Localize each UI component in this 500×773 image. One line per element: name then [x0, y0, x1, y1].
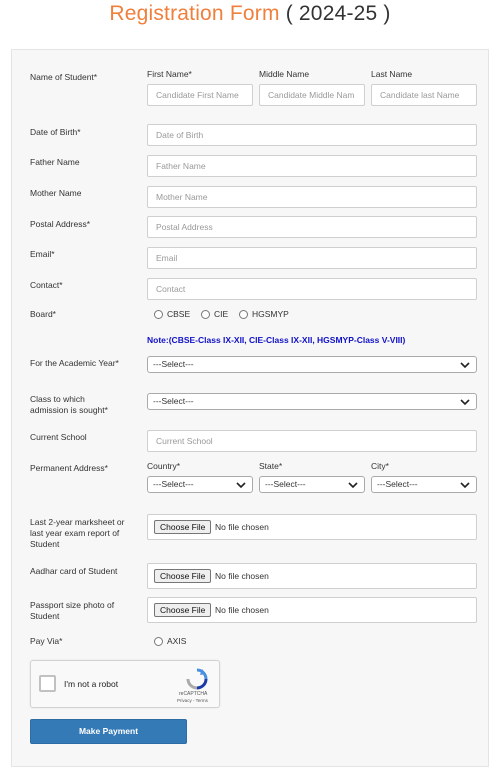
label-marksheet-line2: last year exam report of: [30, 528, 120, 538]
marksheet-file-input[interactable]: [147, 514, 477, 540]
radio-circle[interactable]: [201, 310, 210, 319]
dob-input[interactable]: Date of Birth: [147, 124, 477, 146]
chevron-down-icon: [459, 359, 471, 371]
label-email: Email*: [30, 249, 55, 259]
select-value: ---Select---: [265, 479, 306, 489]
label-first-name: First Name*: [147, 69, 192, 79]
select-value: ---Select---: [153, 396, 194, 406]
chevron-down-icon: [459, 396, 471, 408]
recaptcha-widget: [30, 660, 220, 708]
label-marksheet-line3: Student: [30, 539, 60, 549]
city-select[interactable]: [371, 476, 477, 493]
label-marksheet: [30, 517, 124, 550]
board-radio-hgsmyp[interactable]: [239, 309, 289, 319]
email-input[interactable]: Email: [147, 247, 477, 269]
label-state: State*: [259, 461, 283, 471]
label-name: Name of Student*: [30, 72, 98, 82]
current-school-input[interactable]: Current School: [147, 430, 477, 452]
label-photo: [30, 600, 114, 622]
recaptcha-logo-icon: [185, 667, 209, 691]
contact-input[interactable]: Contact: [147, 278, 477, 300]
last-name-input[interactable]: Candidate last Name: [371, 84, 477, 106]
father-name-input[interactable]: Father Name: [147, 155, 477, 177]
label-middle-name: Middle Name: [259, 69, 310, 79]
select-value: ---Select---: [153, 359, 194, 369]
label-photo-line2: Student: [30, 611, 60, 621]
academic-year-select[interactable]: [147, 356, 477, 373]
label-board: Board*: [30, 309, 56, 319]
file-status: No file chosen: [215, 571, 269, 581]
class-select[interactable]: [147, 393, 477, 410]
board-option-label: CBSE: [167, 309, 191, 319]
file-status: No file chosen: [215, 605, 269, 615]
aadhar-file-input[interactable]: [147, 563, 477, 589]
board-radio-cbse[interactable]: [154, 309, 190, 319]
board-option-label: CIE: [214, 309, 229, 319]
recaptcha-checkbox[interactable]: [39, 675, 56, 692]
photo-file-input[interactable]: [147, 597, 477, 623]
label-class-line1: Class to which: [30, 394, 85, 404]
recaptcha-links[interactable]: Privacy - Terms: [177, 698, 208, 703]
recaptcha-label: I'm not a robot: [64, 679, 119, 689]
page-title: [0, 2, 500, 26]
label-mother: Mother Name: [30, 188, 82, 198]
file-status: No file chosen: [215, 522, 269, 532]
label-school: Current School: [30, 432, 87, 442]
label-photo-line1: Passport size photo of: [30, 600, 115, 610]
label-aadhar: Aadhar card of Student: [30, 566, 118, 576]
first-name-input[interactable]: Candidate First Name: [147, 84, 253, 106]
label-class: [30, 394, 108, 416]
middle-name-input[interactable]: Candidate Middle Nam: [259, 84, 365, 106]
label-father: Father Name: [30, 157, 80, 167]
label-contact: Contact*: [30, 280, 63, 290]
title-main: Registration Form: [109, 2, 280, 25]
label-city: City*: [371, 461, 389, 471]
label-permanent-address: Permanent Address*: [30, 463, 108, 473]
label-marksheet-line1: Last 2-year marksheet or: [30, 517, 125, 527]
label-academic-year: For the Academic Year*: [30, 358, 119, 368]
pay-option-label: AXIS: [167, 636, 187, 646]
chevron-down-icon: [347, 479, 359, 491]
state-select[interactable]: [259, 476, 365, 493]
recaptcha-brand: reCAPTCHA: [179, 691, 208, 697]
title-year: ( 2024-25 ): [285, 2, 391, 25]
select-value: ---Select---: [377, 479, 418, 489]
choose-file-button[interactable]: Choose File: [154, 569, 211, 583]
label-pay-via: Pay Via*: [30, 636, 63, 646]
label-country: Country*: [147, 461, 181, 471]
chevron-down-icon: [459, 479, 471, 491]
radio-circle[interactable]: [154, 637, 163, 646]
select-value: ---Select---: [153, 479, 194, 489]
pay-radio-axis[interactable]: [154, 636, 186, 646]
board-option-label: HGSMYP: [252, 309, 289, 319]
country-select[interactable]: [147, 476, 253, 493]
label-postal: Postal Address*: [30, 219, 91, 229]
choose-file-button[interactable]: Choose File: [154, 603, 211, 617]
label-dob: Date of Birth*: [30, 127, 81, 137]
make-payment-button[interactable]: Make Payment: [30, 719, 187, 744]
choose-file-button[interactable]: Choose File: [154, 520, 211, 534]
board-note: Note:(CBSE-Class IX-XII, CIE-Class IX-XII, HGSMYP-Class V-VIII): [147, 335, 406, 345]
label-last-name: Last Name: [371, 69, 413, 79]
postal-address-input[interactable]: Postal Address: [147, 216, 477, 238]
chevron-down-icon: [235, 479, 247, 491]
radio-circle[interactable]: [239, 310, 248, 319]
label-class-line2: admission is sought*: [30, 405, 108, 415]
radio-circle[interactable]: [154, 310, 163, 319]
board-radio-cie[interactable]: [201, 309, 228, 319]
mother-name-input[interactable]: Mother Name: [147, 186, 477, 208]
